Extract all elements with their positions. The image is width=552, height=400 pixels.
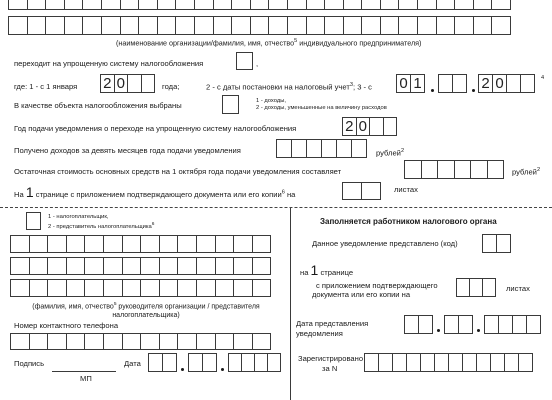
submitted-code-field[interactable]: [482, 234, 512, 253]
assets-amount-field[interactable]: [404, 160, 509, 179]
transition-comma: ,: [256, 59, 259, 68]
signer-name-row-1[interactable]: [10, 235, 284, 253]
notice-year-label: Год подачи уведомления о переходе на упрощенную систему налогообложения: [14, 124, 297, 133]
object-label: В качестве объекта налогообложения выбраны: [14, 101, 182, 110]
phone-label: Номер контактного телефона: [14, 321, 119, 330]
signature-line[interactable]: [52, 371, 116, 372]
transition-option2-label: 2 - с даты постановки на налоговый учет$^3$; 3 - с: [206, 82, 372, 92]
transition-date-year[interactable]: 2 0: [478, 74, 538, 93]
pages-suffix: листах: [394, 185, 418, 194]
phone-field[interactable]: [10, 333, 284, 350]
signature-label: Подпись: [14, 359, 45, 368]
transition-label: переходит на упрощенную систему налогообложения: [14, 59, 204, 68]
stamp-label: МП: [80, 374, 92, 383]
attach-sheets-field[interactable]: [456, 278, 498, 297]
reg-date-day[interactable]: [404, 315, 434, 334]
signature-date-year[interactable]: [228, 353, 284, 372]
reg-date-label-2: уведомления: [296, 329, 343, 338]
vertical-divider: [290, 208, 291, 400]
registered-label-2: за N: [322, 364, 338, 373]
date-separator-dot: [181, 368, 184, 371]
signer-option1: 1 - налогоплательщик,: [48, 214, 109, 220]
assets-label: Остаточная стоимость основных средств на 1 октября года подачи уведомления составляет: [14, 167, 342, 176]
signer-name-row-2[interactable]: [10, 257, 284, 275]
org-name-caption: (наименование организации/фамилия, имя, отчество$^5$ индивидуального предпринимателя): [116, 38, 422, 48]
transition-year-suffix: года;: [162, 82, 180, 91]
income-amount-field-2[interactable]: [312, 139, 374, 158]
date-separator-dot: [437, 329, 440, 332]
date-label: Дата: [124, 359, 141, 368]
signer-option2: 2 - представитель налогоплательщика$^6$: [48, 222, 155, 230]
reg-date-month[interactable]: [444, 315, 474, 334]
attach-sheets-label: листах: [506, 284, 530, 293]
transition-date-sup: 4: [541, 75, 545, 81]
pages-sheets-field[interactable]: [342, 182, 382, 200]
section-divider: [0, 207, 552, 208]
date-separator-dot: [431, 89, 434, 92]
object-option1: 1 - доходы,: [256, 98, 287, 104]
assets-unit: рублей$^2$: [512, 167, 541, 177]
signer-name-row-3[interactable]: [10, 279, 284, 297]
submitted-label: Данное уведомление представлено (код): [312, 239, 458, 248]
reg-date-year[interactable]: [484, 315, 544, 334]
transition-year-field[interactable]: 2 0: [100, 74, 158, 93]
signer-type-box[interactable]: [26, 212, 41, 230]
signer-name-caption: (фамилия, имя, отчество$^5$ руководителя организации / представителя налогоплательщика): [32, 302, 260, 320]
income-label: Получено доходов за девять месяцев года подачи уведомления: [14, 146, 241, 155]
object-code-box[interactable]: [222, 95, 239, 114]
attach-line2: документа или его копии на: [312, 290, 411, 299]
tax-office-title: Заполняется работником налогового органа: [320, 217, 497, 226]
org-name-row-2[interactable]: [8, 16, 544, 35]
attach-line1: с приложением подтверждающего: [316, 281, 438, 290]
transition-date-day[interactable]: 0 1: [396, 74, 426, 93]
transition-where-label: где: 1 - с 1 января: [14, 82, 78, 91]
signature-date-day[interactable]: [148, 353, 178, 372]
transition-date-month[interactable]: [438, 74, 468, 93]
date-separator-dot: [477, 329, 480, 332]
registered-label-1: Зарегистрировано: [298, 354, 364, 363]
income-unit: рублей$^2$: [376, 148, 405, 158]
reg-date-label-1: Дата представления: [296, 319, 369, 328]
registration-number-field[interactable]: [364, 353, 544, 372]
signature-date-month[interactable]: [188, 353, 218, 372]
org-name-row-1[interactable]: [8, 0, 544, 10]
page-count-line: на 1 странице: [300, 262, 354, 278]
transition-code-box[interactable]: [236, 52, 253, 70]
date-separator-dot: [472, 89, 475, 92]
date-separator-dot: [221, 368, 224, 371]
object-option2: 2 - доходы, уменьшенные на величину расходов: [256, 105, 387, 111]
pages-line: На 1 странице с приложением подтверждающего документа или его копии$^6$ на: [14, 184, 296, 200]
notice-year-field[interactable]: 2 0: [342, 117, 400, 136]
